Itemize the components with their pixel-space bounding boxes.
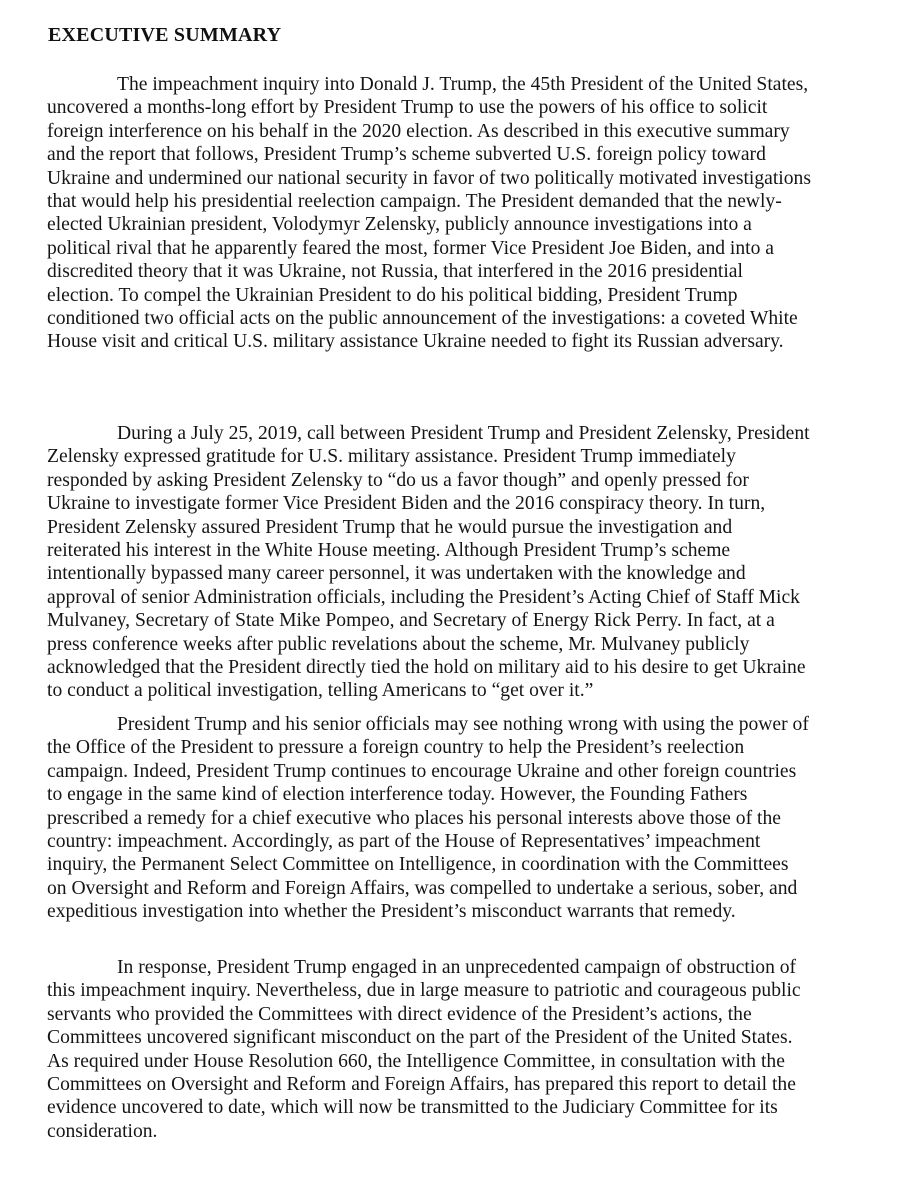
text-line: expeditious investigation into whether the President’s misconduct warrants that remedy. bbox=[47, 901, 736, 923]
text-line: Zelensky expressed gratitude for U.S. military assistance. President Trump immediately bbox=[47, 446, 736, 468]
text-line: During a July 25, 2019, call between President Trump and President Zelensky, President bbox=[117, 423, 810, 444]
text-line: elected Ukrainian president, Volodymyr Zelensky, publicly announce investigations into a bbox=[47, 214, 752, 236]
text-line: the Office of the President to pressure a foreign country to help the President’s reelection bbox=[47, 737, 745, 759]
text-line: on Oversight and Reform and Foreign Affairs, was compelled to undertake a serious, sober, and bbox=[47, 877, 798, 899]
text-line: responded by asking President Zelensky to “do us a favor though” and openly pressed for bbox=[47, 469, 749, 491]
text-line: uncovered a months-long effort by President Trump to use the powers of his office to solicit bbox=[47, 97, 768, 119]
paragraph-2 bbox=[47, 422, 885, 703]
text-line: country: impeachment. Accordingly, as part of the House of Representatives’ impeachment bbox=[47, 831, 761, 853]
text-line: Committees on Oversight and Reform and Foreign Affairs, has prepared this report to detail the bbox=[47, 1074, 796, 1096]
text-line: Mulvaney, Secretary of State Mike Pompeo, and Secretary of Energy Rick Perry. In fact, at a bbox=[47, 610, 775, 632]
text-line: intentionally bypassed many career personnel, it was undertaken with the knowledge and bbox=[47, 563, 746, 585]
text-line: campaign. Indeed, President Trump continues to encourage Ukraine and other foreign countries bbox=[47, 760, 797, 782]
section-heading: EXECUTIVE SUMMARY bbox=[48, 24, 282, 46]
text-line: and the report that follows, President Trump’s scheme subverted U.S. foreign policy toward bbox=[47, 144, 766, 166]
text-line: reiterated his interest in the White House meeting. Although President Trump’s scheme bbox=[47, 540, 731, 562]
text-line: press conference weeks after public revelations about the scheme, Mr. Mulvaney publicly bbox=[47, 633, 750, 655]
text-line: The impeachment inquiry into Donald J. Trump, the 45th President of the United States, bbox=[117, 74, 809, 95]
text-line: foreign interference on his behalf in the 2020 election. As described in this executive summary bbox=[47, 120, 790, 142]
paragraph-3 bbox=[47, 713, 885, 924]
text-line: this impeachment inquiry. Nevertheless, due in large measure to patriotic and courageous public bbox=[47, 980, 801, 1002]
text-line: As required under House Resolution 660, the Intelligence Committee, in consultation with the bbox=[47, 1050, 785, 1072]
paragraph-4 bbox=[47, 956, 885, 1143]
text-line: President Zelensky assured President Trump that he would pursue the investigation and bbox=[47, 516, 733, 538]
text-line: that would help his presidential reelection campaign. The President demanded that the newly- bbox=[47, 191, 782, 213]
text-line: to conduct a political investigation, telling Americans to “get over it.” bbox=[47, 680, 594, 702]
text-line: Ukraine to investigate former Vice President Biden and the 2016 conspiracy theory. In turn, bbox=[47, 493, 766, 515]
text-line: political rival that he apparently feared the most, former Vice President Joe Biden, and into a bbox=[47, 237, 775, 259]
text-line: Committees uncovered significant misconduct on the part of the President of the United States. bbox=[47, 1027, 793, 1049]
text-line: to engage in the same kind of election interference today. However, the Founding Fathers bbox=[47, 784, 748, 806]
text-line: conditioned two official acts on the public announcement of the investigations: a coveted White bbox=[47, 308, 798, 330]
text-line: acknowledged that the President directly tied the hold on military aid to his desire to get Ukraine bbox=[47, 657, 806, 679]
paragraph-1 bbox=[47, 73, 885, 354]
text-line: House visit and critical U.S. military assistance Ukraine needed to fight its Russian adversary. bbox=[47, 331, 784, 353]
text-line: In response, President Trump engaged in an unprecedented campaign of obstruction of bbox=[117, 957, 797, 978]
text-line: discredited theory that it was Ukraine, not Russia, that interfered in the 2016 presidential bbox=[47, 261, 743, 283]
text-line: servants who provided the Committees with direct evidence of the President’s actions, the bbox=[47, 1003, 752, 1025]
text-line: prescribed a remedy for a chief executive who places his personal interests above those of the bbox=[47, 807, 781, 829]
text-line: approval of senior Administration officials, including the President’s Acting Chief of Staff Mick bbox=[47, 586, 800, 608]
text-line: election. To compel the Ukrainian President to do his political bidding, President Trump bbox=[47, 284, 738, 306]
text-line: inquiry, the Permanent Select Committee on Intelligence, in coordination with the Committees bbox=[47, 854, 789, 876]
text-line: Ukraine and undermined our national security in favor of two politically motivated investigations bbox=[47, 167, 811, 189]
text-line: consideration. bbox=[47, 1120, 158, 1142]
text-line: President Trump and his senior officials may see nothing wrong with using the power of bbox=[117, 714, 809, 735]
text-line: evidence uncovered to date, which will now be transmitted to the Judiciary Committee for its bbox=[47, 1097, 778, 1119]
